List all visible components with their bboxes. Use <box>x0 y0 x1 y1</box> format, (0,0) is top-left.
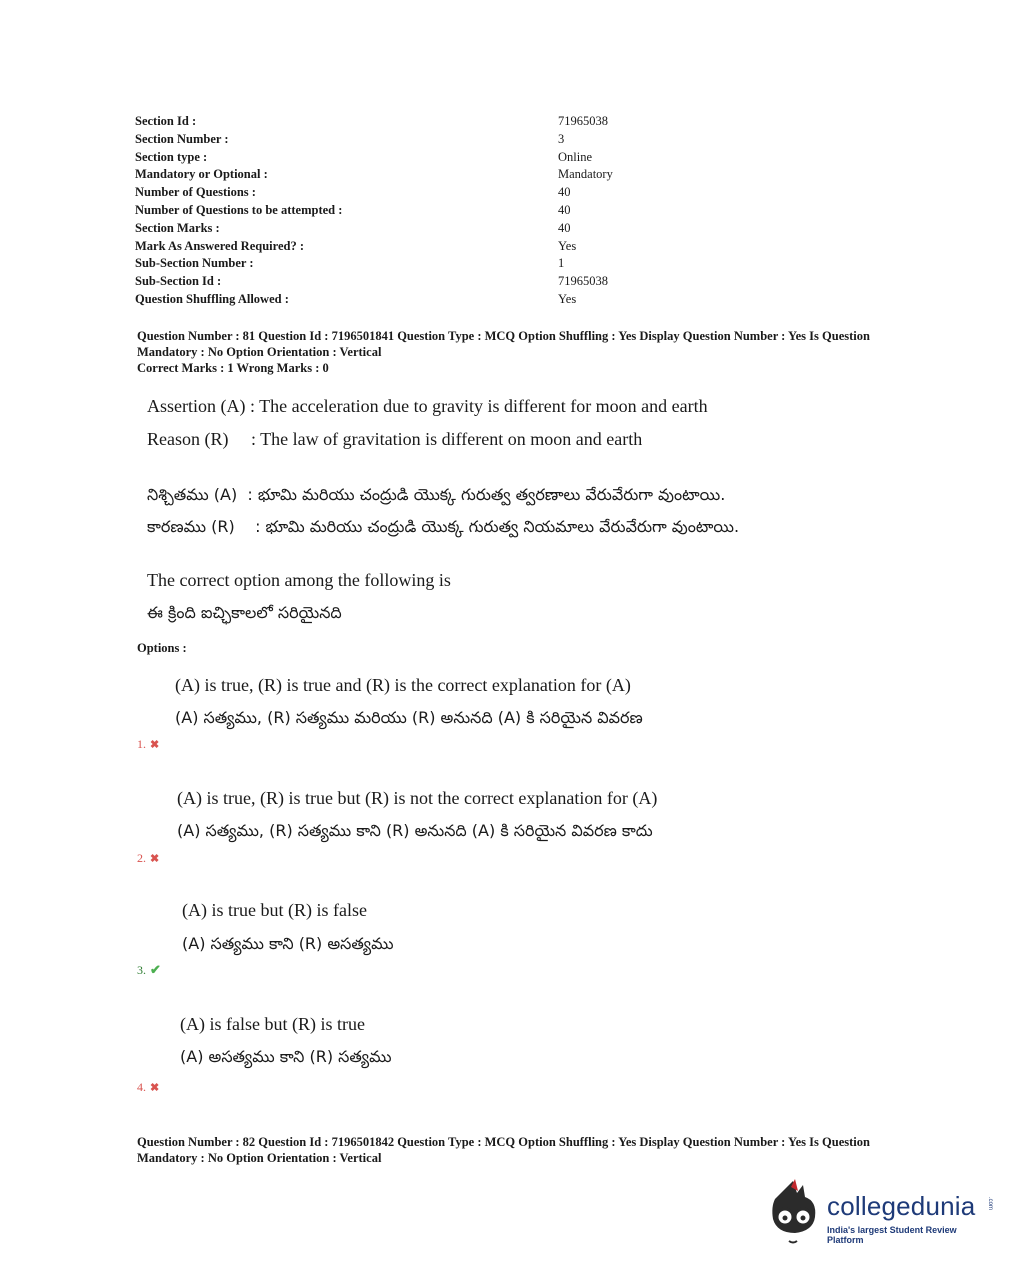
option-2-text-te[interactable]: (A) సత్యము, (R) సత్యము కాని (R) అనునది (A) కి సరియైన వివరణ కాదు <box>177 821 653 840</box>
info-row: Sub-Section Id : 71965038 <box>135 274 608 289</box>
q82-meta <box>137 1135 927 1166</box>
info-row: Section Number : 3 <box>135 131 565 146</box>
q81-prompt-en: The correct option among the following is <box>147 570 451 590</box>
option-3-number: 3. ✔ <box>137 962 161 977</box>
info-row: Mandatory or Optional : Mandatory <box>135 167 613 182</box>
option-1-text-te[interactable]: (A) సత్యము, (R) సత్యము మరియు (R) అనునది (A) కి సరియైన వివరణ <box>175 708 643 727</box>
info-row: Question Shuffling Allowed : Yes <box>135 291 577 306</box>
q81-meta-line1: Question Number : 81 Question Id : 7196501841 Question Type : MCQ Option Shuffling : Yes Display Question Number : Yes Is Question <box>137 329 870 343</box>
option-3-text-en[interactable]: (A) is true but (R) is false <box>182 900 367 920</box>
q81-reason-en: Reason (R) : The law of gravitation is different on moon and earth <box>147 429 643 449</box>
q81-marks: Correct Marks : 1 Wrong Marks : 0 <box>137 361 329 375</box>
info-row: Sub-Section Number : 1 <box>135 256 565 271</box>
logo-wordmark: collegedunia <box>827 1191 976 1221</box>
collegedunia-logo <box>765 1177 995 1247</box>
q82-meta-line1: Question Number : 82 Question Id : 7196501842 Question Type : MCQ Option Shuffling : Yes Display Question Number : Yes Is Question <box>137 1135 870 1149</box>
mascot-icon <box>765 1177 825 1247</box>
option-2-text-en[interactable]: (A) is true, (R) is true but (R) is not the correct explanation for (A) <box>177 788 658 808</box>
info-row: Section type : Online <box>135 149 593 164</box>
info-row: Mark As Answered Required? : Yes <box>135 238 577 253</box>
q81-reason-te: కారణము (R) : భూమి మరియు చంద్రుడి యొక్క గురుత్వ నియమాలు వేరువేరుగా వుంటాయి. <box>147 517 740 536</box>
wrong-mark-icon: ✖ <box>150 739 160 751</box>
q81-assertion-te: నిశ్చితము (A) : భూమి మరియు చంద్రుడి యొక్క గురుత్వ త్వరణాలు వేరువేరుగా వుంటాయి. <box>147 485 726 504</box>
q81-prompt-te: ఈ క్రింది ఐచ్ఛికాలలో సరియైనది <box>147 603 342 622</box>
wrong-mark-icon: ✖ <box>150 1082 160 1094</box>
option-4-number: 4. ✖ <box>137 1080 160 1094</box>
q81-meta-line2: Mandatory : No Option Orientation : Vertical <box>137 344 382 359</box>
q82-meta-line2: Mandatory : No Option Orientation : Vertical <box>137 1150 382 1165</box>
logo-tagline: India's largest Student Review Platform <box>827 1225 957 1245</box>
q81-assertion-en: Assertion (A) : The acceleration due to gravity is different for moon and earth <box>147 396 708 416</box>
options-label: Options : <box>137 641 187 655</box>
info-row: Number of Questions : 40 <box>135 185 571 200</box>
option-4-text-te[interactable]: (A) అసత్యము కాని (R) సత్యము <box>180 1047 392 1066</box>
info-row: Number of Questions to be attempted : 40 <box>135 202 571 217</box>
wrong-mark-icon: ✖ <box>150 853 160 865</box>
section-info-table <box>135 113 655 309</box>
option-1-number: 1. ✖ <box>137 737 160 751</box>
option-3-text-te[interactable]: (A) సత్యము కాని (R) అసత్యము <box>182 934 394 953</box>
correct-check-icon: ✔ <box>150 962 161 977</box>
q81-meta <box>137 329 927 360</box>
option-2-number: 2. ✖ <box>137 851 160 865</box>
logo-domain: .com <box>987 1197 993 1211</box>
info-row: Section Marks : 40 <box>135 220 571 235</box>
info-row: Section Id : 71965038 <box>135 114 608 128</box>
option-1-text-en[interactable]: (A) is true, (R) is true and (R) is the correct explanation for (A) <box>175 675 631 695</box>
option-4-text-en[interactable]: (A) is false but (R) is true <box>180 1014 365 1034</box>
